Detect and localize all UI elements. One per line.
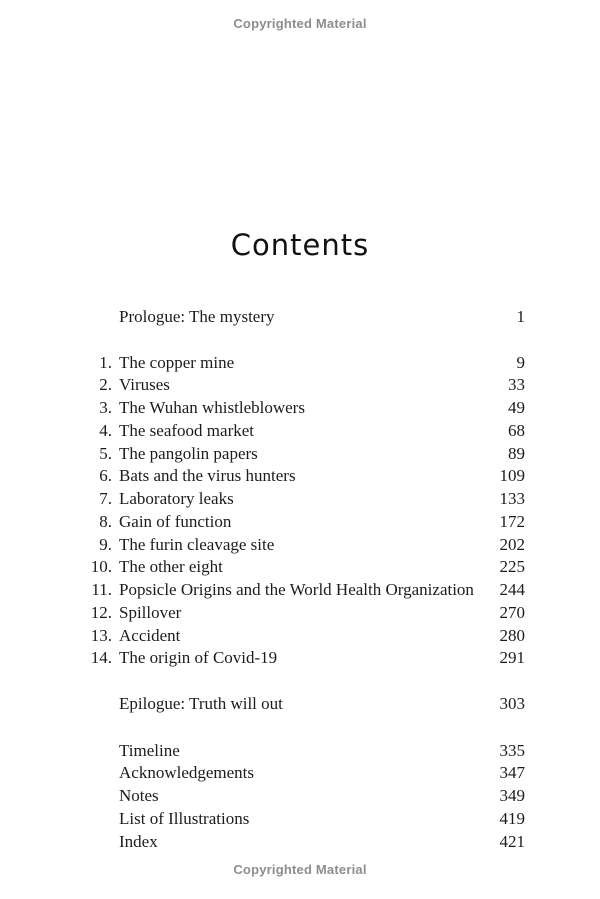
chapter-title: Popsicle Origins and the World Health Organization: [119, 580, 474, 599]
prologue-label: Prologue: The mystery: [119, 307, 275, 326]
backmatter-title: Notes: [119, 786, 159, 805]
chapter-page-number: 291: [499, 648, 525, 668]
chapter-title: Bats and the virus hunters: [119, 466, 296, 486]
chapter-title: The furin cleavage site: [119, 534, 275, 554]
chapter-number: 11.: [91, 580, 112, 599]
toc-chapter-row: [88, 420, 525, 443]
toc-backmatter-row: [88, 762, 525, 785]
chapter-page-number: 244: [499, 580, 525, 599]
toc-prologue-row: [88, 306, 525, 329]
chapter-page-number: 89: [508, 443, 525, 463]
chapter-number: 10.: [90, 557, 112, 577]
chapter-number: 3.: [99, 398, 112, 417]
chapter-number: 13.: [90, 625, 112, 645]
toc-backmatter-row: [88, 740, 525, 763]
spacer: [88, 329, 525, 352]
chapter-page-number: 270: [499, 602, 525, 622]
chapter-title: The seafood market: [119, 420, 254, 440]
chapter-page-number: 68: [508, 420, 525, 440]
chapter-number: 8.: [99, 511, 112, 531]
backmatter-title: Index: [119, 831, 158, 851]
chapter-page-number: 133: [499, 489, 525, 508]
chapter-title: Laboratory leaks: [119, 489, 234, 508]
toc-chapter-row: [88, 465, 525, 488]
chapter-number: 7.: [99, 489, 112, 508]
toc-chapter-row: [88, 579, 525, 602]
chapter-number: 12.: [90, 602, 112, 622]
toc-chapter-row: [88, 443, 525, 466]
chapter-title: The origin of Covid-19: [119, 648, 278, 668]
chapter-title: Gain of function: [119, 511, 232, 531]
backmatter-page-number: 421: [499, 831, 525, 851]
chapter-page-number: 9: [516, 352, 525, 372]
spacer: [88, 670, 525, 693]
backmatter-title: List of Illustrations: [119, 808, 250, 828]
chapter-page-number: 49: [508, 398, 525, 417]
epilogue-page-number: 303: [499, 693, 525, 713]
toc-chapter-row: [88, 511, 525, 534]
chapter-number: 9.: [99, 534, 112, 554]
spacer: [88, 716, 525, 740]
backmatter-title: Acknowledgements: [119, 763, 255, 783]
copyright-notice-top: Copyrighted Material: [233, 16, 367, 31]
chapter-page-number: 202: [499, 534, 525, 554]
backmatter-page-number: 335: [499, 740, 525, 760]
toc-chapter-row: [88, 602, 525, 625]
chapter-number: 14.: [90, 648, 112, 668]
chapter-title: The pangolin papers: [119, 443, 258, 463]
chapter-page-number: 33: [508, 375, 525, 395]
chapter-title: Spillover: [119, 602, 182, 622]
toc-epilogue-row: [88, 693, 525, 716]
chapter-page-number: 225: [499, 557, 525, 577]
chapter-page-number: 280: [499, 625, 525, 645]
toc-chapter-row: [88, 556, 525, 579]
chapter-title: The copper mine: [119, 352, 235, 372]
chapter-number: 2.: [99, 375, 112, 395]
copyright-notice-bottom: Copyrighted Material: [233, 862, 367, 877]
chapter-number: 4.: [99, 420, 112, 440]
epilogue-label: Epilogue: Truth will out: [119, 693, 283, 713]
toc-chapter-row: [88, 488, 525, 511]
toc-chapter-row: [88, 352, 525, 375]
chapter-title: The other eight: [119, 557, 223, 577]
chapter-title: Accident: [119, 625, 181, 645]
toc-chapter-row: [88, 374, 525, 397]
table-of-contents: [88, 306, 525, 853]
chapter-number: 5.: [99, 443, 112, 463]
toc-backmatter-row: [88, 831, 525, 854]
page-title: Contents: [230, 228, 370, 262]
backmatter-page-number: 347: [499, 763, 525, 783]
chapter-page-number: 172: [499, 511, 525, 531]
backmatter-page-number: 419: [499, 808, 525, 828]
chapter-title: Viruses: [119, 375, 170, 395]
backmatter-page-number: 349: [499, 786, 525, 805]
toc-backmatter-row: [88, 785, 525, 808]
toc-chapter-row: [88, 397, 525, 420]
toc-chapter-row: [88, 625, 525, 648]
toc-chapter-row: [88, 534, 525, 557]
chapter-number: 6.: [99, 466, 112, 486]
backmatter-title: Timeline: [119, 740, 180, 760]
chapter-page-number: 109: [499, 466, 525, 486]
chapter-title: The Wuhan whistleblowers: [119, 398, 305, 417]
chapter-number: 1.: [99, 352, 112, 372]
toc-chapter-row: [88, 647, 525, 670]
toc-backmatter-row: [88, 808, 525, 831]
prologue-page-number: 1: [516, 307, 525, 326]
